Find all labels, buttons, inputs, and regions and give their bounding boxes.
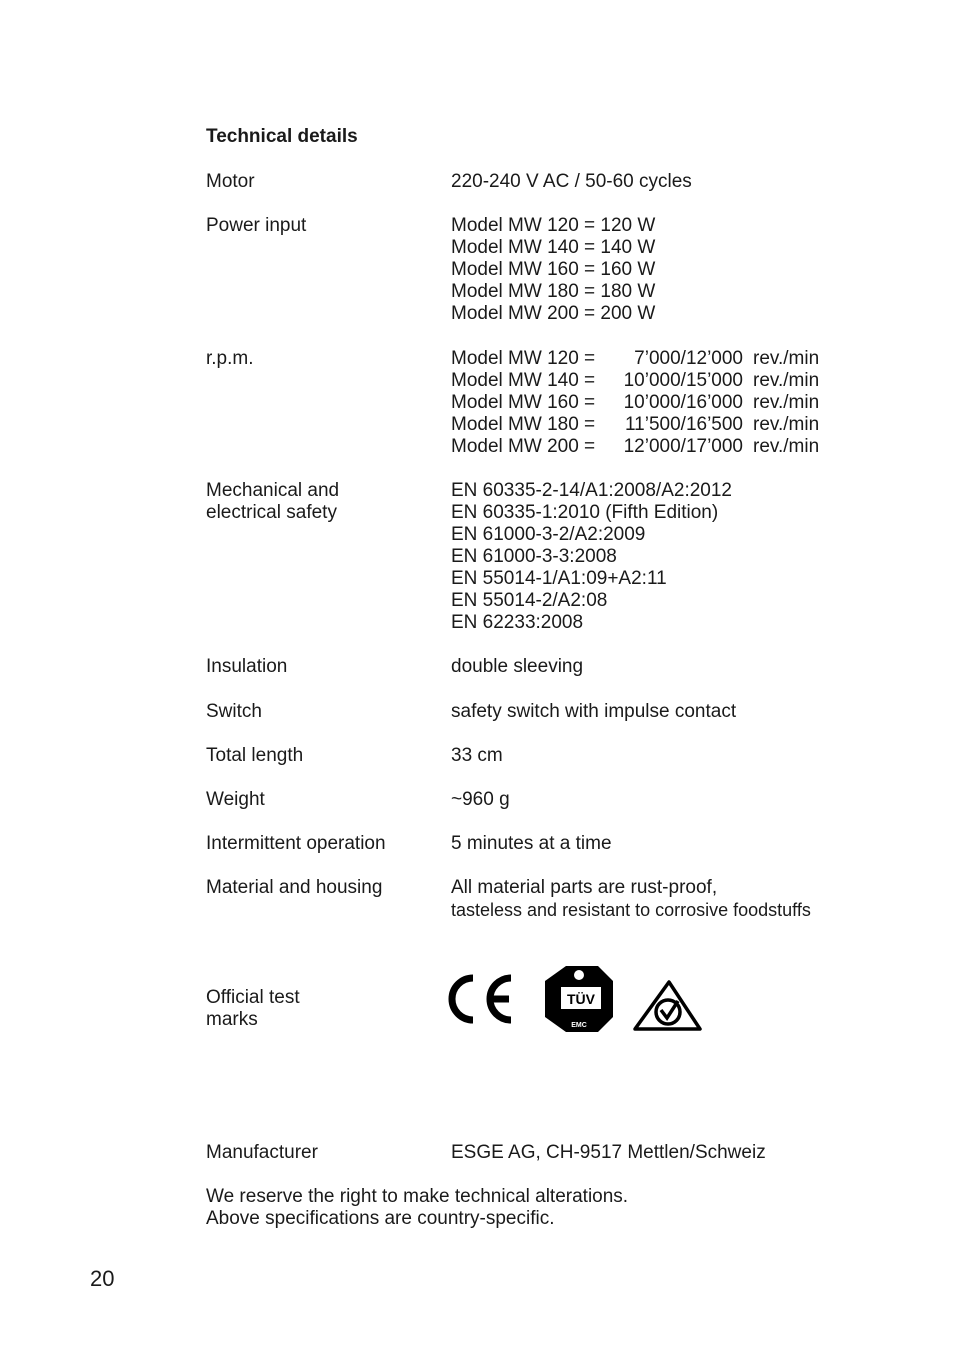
rpm-model: Model MW 120 = [451,348,596,369]
tuv-mark-icon [545,966,613,1032]
safety-standard: EN 55014-2/A2:08 [451,590,608,611]
rpm-speed: 11’500/16’500 [625,414,743,435]
rpm-unit: rev./min [753,414,820,435]
rcm-mark-icon [635,982,700,1029]
rpm-model: Model MW 140 = [451,370,596,391]
note-line: We reserve the right to make technical alterations. [206,1186,629,1207]
power-input-values [451,215,655,325]
safety-standard: EN 61000-3-2/A2:2009 [451,524,646,545]
safety-label [206,480,339,524]
switch-value: safety switch with impulse contact [451,701,737,722]
intermittent-value: 5 minutes at a time [451,833,612,854]
rpm-row [451,370,819,392]
insulation-value: double sleeving [451,656,584,677]
material-values [451,877,811,921]
safety-standard: EN 60335-1:2010 (Fifth Edition) [451,502,719,523]
rpm-unit: rev./min [753,370,820,391]
motor-value: 220-240 V AC / 50-60 cycles [451,171,692,192]
notes [206,1186,628,1230]
power-line: Model MW 120 = 120 W [451,215,656,236]
weight-label: Weight [206,789,265,810]
rpm-row [451,348,819,370]
page-title: Technical details [206,126,358,147]
safety-standard: EN 55014-1/A1:09+A2:11 [451,568,667,589]
rpm-model: Model MW 160 = [451,392,596,413]
ce-mark-icon [452,978,511,1020]
rpm-row [451,436,819,458]
test-marks-label-line: marks [206,1009,258,1030]
material-line: tasteless and resistant to corrosive foodstuffs [451,900,811,920]
intermittent-label: Intermittent operation [206,833,386,854]
manufacturer-label: Manufacturer [206,1142,318,1163]
rpm-model: Model MW 180 = [451,414,596,435]
length-value: 33 cm [451,745,503,766]
safety-label-line: electrical safety [206,502,337,523]
rpm-values [451,348,819,458]
test-marks [445,962,715,1036]
safety-values [451,480,732,634]
length-label: Total length [206,745,304,766]
rpm-unit: rev./min [753,436,820,457]
rpm-speed: 10’000/16’000 [623,392,743,413]
safety-standard: EN 62233:2008 [451,612,584,633]
rpm-speed: 10’000/15’000 [623,370,743,391]
tuv-text: TÜV [567,991,595,1007]
rpm-model: Model MW 200 = [451,436,596,457]
test-marks-label [206,987,300,1031]
safety-standard: EN 60335-2-14/A1:2008/A2:2012 [451,480,732,501]
rpm-row [451,392,819,414]
manufacturer-value: ESGE AG, CH-9517 Mettlen/Schweiz [451,1142,766,1163]
test-marks-label-line: Official test [206,987,300,1008]
weight-value: ~960 g [451,789,510,810]
page-number: 20 [90,1266,115,1291]
rpm-label: r.p.m. [206,348,254,369]
note-line: Above specifications are country-specific. [206,1208,555,1229]
power-line: Model MW 180 = 180 W [451,281,656,302]
rpm-unit: rev./min [753,348,820,369]
motor-label: Motor [206,171,255,192]
rpm-speed: 7’000/12’000 [634,348,743,369]
emc-text: EMC [571,1022,587,1029]
power-line: Model MW 140 = 140 W [451,237,656,258]
safety-label-line: Mechanical and [206,480,340,501]
power-line: Model MW 200 = 200 W [451,303,656,324]
safety-standard: EN 61000-3-3:2008 [451,546,617,567]
rpm-speed: 12’000/17’000 [623,436,743,457]
material-line: All material parts are rust-proof, [451,877,718,898]
rpm-unit: rev./min [753,392,820,413]
material-label: Material and housing [206,877,383,898]
switch-label: Switch [206,701,262,722]
power-input-label: Power input [206,215,307,236]
power-line: Model MW 160 = 160 W [451,259,656,280]
rpm-row [451,414,819,436]
insulation-label: Insulation [206,656,288,677]
